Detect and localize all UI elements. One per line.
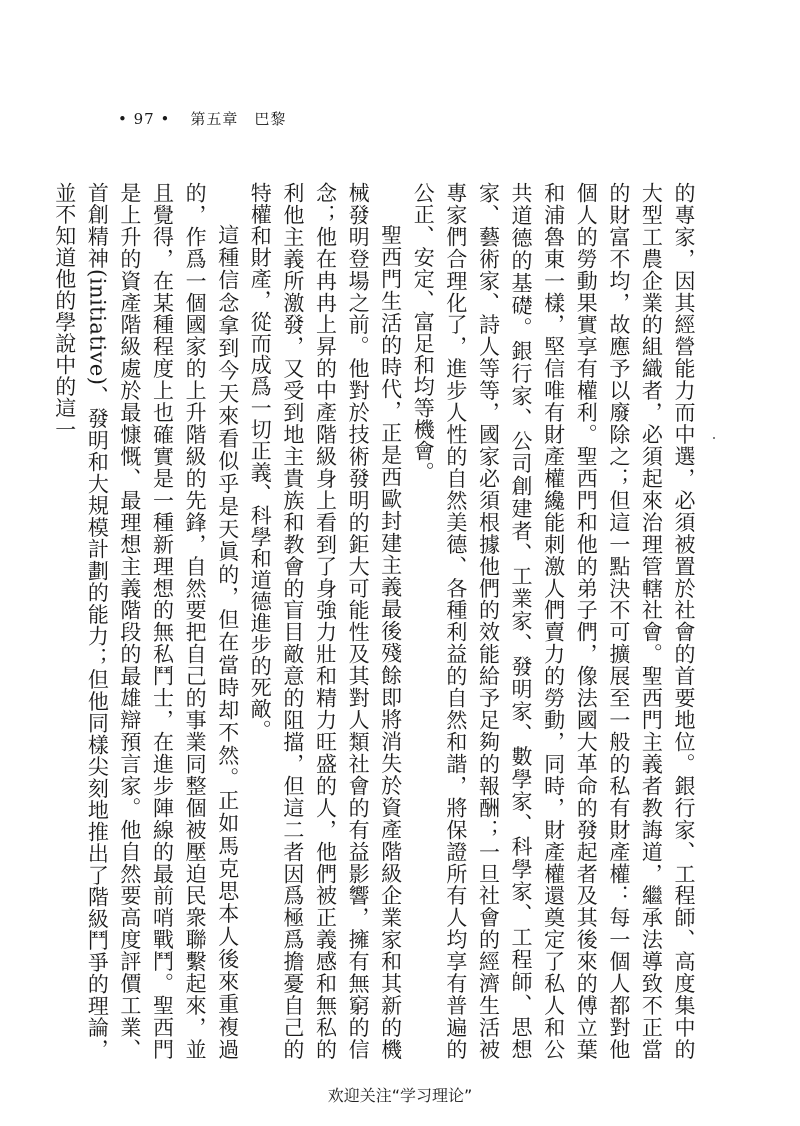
- footer-caption: 欢迎关注“学习理论”: [327, 1086, 473, 1105]
- stray-mark: [713, 437, 715, 439]
- body-text: [52, 182, 700, 1060]
- paragraph: 聖西門生活的時代，正是西歐封建主義最後殘餘即將消失於資產階級企業家和其新的機械發明登場之前。他對於技術發明的鉅大可能性及其對人類社會的有益影響，擁有無窮的信念；他在冉冉上昇的中產階級身上看到了身強力壯和精力旺盛的人，他們被正義感和無私的利他主義所激發，又受到地主貴族和教會的盲目敵意的阻擋，但這二者因爲極爲擔憂自己的特權和財產，從而成爲一切正義、科學和道德進步的死敵。: [248, 182, 403, 1060]
- paragraph: 的專家，因其經營能力而中選，必須被置於社會的首要地位。銀行家、工程師、高度集中的大型工農企業的組織者，必須起來治理管轄社會。聖西門主義者教誨道，繼承法導致不正當的財富不均，故應予以廢除之；但這一點決不可擴展至一般的私有財產權：每一個人都對他個人的勞動果實享有權利。聖西門和他的弟子們，像法國大革命的發起者及其後來的傅立葉和浦魯東一樣，堅信唯有財產權纔能刺激人們賣力的勞動，同時，財產權還奠定了私人和公共道德的基礎。銀行家、公司創建者、工業家、發明家、數學家、科學家、工程師、思想家、藝術家、詩人等等，國家必須根據他們的效能給予足夠的報酬；一旦社會的經濟生活被專家們合理化了，進步人性的自然美德、各種利益的自然和諧，將保證所有人均享有普遍的公正、安定、富足和均等機會。: [411, 182, 696, 1060]
- page-header: [118, 108, 286, 129]
- paragraph: 這種信念拿到今天來看似乎是天眞的，但在當時却不然。正如馬克思本人後來重複過的，作爲一個國家的上升階級的先鋒，自然要把自己的事業同整個被壓迫民衆聯繫起來，並且覺得，在某種程度上也確實是一種新理想的無私鬥士，在進步陣線的最前哨戰鬥。聖西門是上升的資產階級處於最慷慨、最理想主義階段的最雄辯預言家。他自然要高度評價工業、首創精神(initiative)、發明和大規模計劃的能力；但他同樣尖刻地推出了階級鬥爭的理論，並不知道他的學說中的這一: [52, 182, 240, 1060]
- page-number: • 97 •: [118, 110, 171, 128]
- chapter-title: 第五章 巴黎: [190, 110, 287, 128]
